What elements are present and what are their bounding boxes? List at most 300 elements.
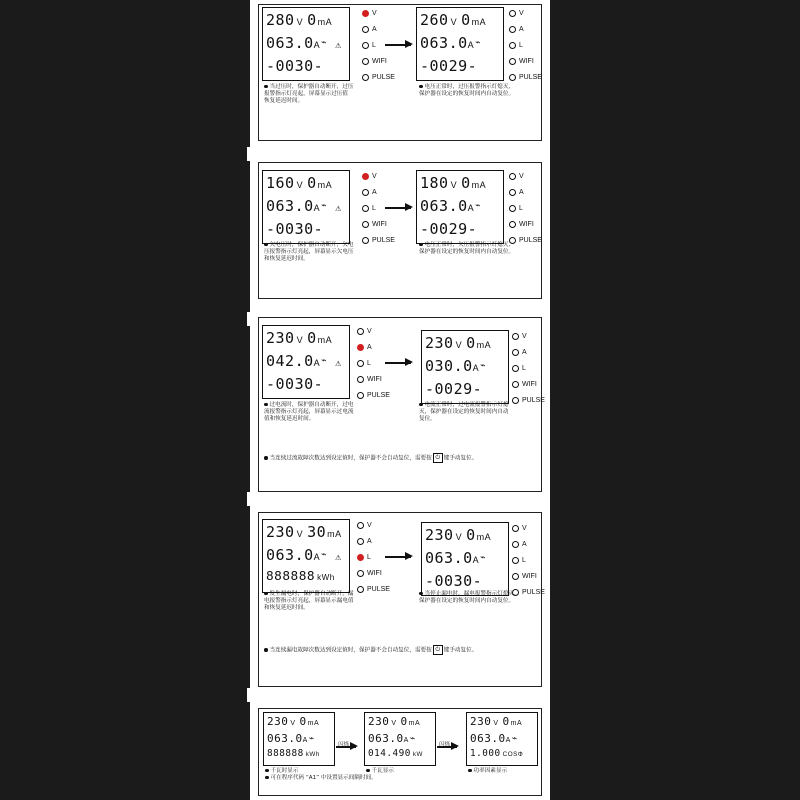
lcd-current-line — [425, 549, 486, 567]
leakage-unit: mA — [471, 179, 487, 190]
bullet-icon — [419, 592, 423, 596]
indicator-wifi — [362, 58, 387, 65]
indicator-wifi-icon — [362, 221, 369, 228]
indicator-label: A — [367, 538, 372, 545]
lcd-screen — [416, 170, 504, 244]
indicator-l — [362, 42, 376, 49]
arrow-icon — [385, 362, 411, 364]
blink-label: 闪烁 — [338, 742, 350, 748]
lcd-third-line — [267, 748, 320, 759]
indicator-a — [512, 541, 527, 548]
current-unit: A — [403, 736, 409, 744]
indicator-wifi — [509, 58, 534, 65]
indicator-pulse — [362, 74, 395, 81]
bottom-note — [468, 768, 558, 775]
indicator-label: V — [522, 333, 527, 340]
bullet-icon — [264, 456, 268, 460]
indicator-label: L — [372, 205, 376, 212]
lcd-screen — [421, 522, 509, 596]
plug-icon: ⌁ — [321, 356, 328, 367]
leakage-unit: mA — [510, 720, 523, 728]
note-line: 保护器在设定的恢复时间内自动复位。 — [419, 249, 515, 255]
voltage-value: 230 — [368, 715, 390, 729]
indicator-label: A — [367, 344, 372, 351]
indicator-label: WIFI — [519, 221, 534, 228]
lcd-voltage-line — [266, 329, 332, 347]
indicator-v — [357, 522, 372, 529]
indicator-v — [357, 328, 372, 335]
lcd-third-value: 1.000 — [470, 748, 501, 760]
indicator-a — [512, 349, 527, 356]
indicator-wifi-icon — [509, 58, 516, 65]
note-line: 千瓦显示 — [366, 768, 456, 775]
lcd-third-unit: kWh — [305, 751, 320, 759]
indicator-wifi — [357, 570, 382, 577]
indicator-a — [509, 189, 524, 196]
note-line: 和恢复延迟时间。 — [264, 256, 309, 262]
bullet-icon — [265, 769, 269, 773]
indicator-l — [362, 205, 376, 212]
voltage-value: 160 — [266, 173, 295, 192]
indicator-label: V — [367, 328, 372, 335]
indicator-label: L — [372, 42, 376, 49]
note-line: 恢复延迟时间。 — [264, 98, 304, 104]
indicator-l-icon — [357, 554, 364, 561]
lcd-screen — [262, 170, 350, 244]
note-line: 和恢复延迟时间。 — [264, 605, 309, 611]
voltage-value: 280 — [266, 10, 295, 29]
bullet-icon — [419, 403, 423, 407]
lcd-current-line — [266, 352, 342, 370]
current-unit: A — [313, 357, 321, 368]
indicator-wifi — [362, 221, 387, 228]
current-value: 063.0 — [267, 731, 303, 745]
current-unit: A — [313, 39, 321, 50]
lcd-current-line — [266, 34, 342, 52]
bullet-icon — [419, 85, 423, 89]
lcd-voltage-line — [266, 174, 332, 192]
lcd-third-value: -0030- — [266, 56, 324, 75]
indicator-wifi-icon — [357, 376, 364, 383]
current-unit: A — [302, 736, 308, 744]
lcd-screen — [364, 712, 436, 766]
bullet-icon — [264, 592, 268, 596]
indicator-l-icon — [362, 205, 369, 212]
current-value: 063.0 — [266, 196, 314, 215]
lcd-third-line — [420, 220, 477, 238]
arrow-icon — [385, 556, 411, 558]
current-unit: A — [467, 39, 475, 50]
indicator-a-icon — [357, 344, 364, 351]
leakage-unit: mA — [327, 528, 342, 539]
note-line: 电压正常时，过压报警指示灯熄灭, — [419, 84, 539, 91]
indicator-l-icon — [512, 557, 519, 564]
indicator-v — [509, 173, 524, 180]
indicator-wifi-icon — [512, 573, 519, 580]
indicator-label: V — [519, 173, 524, 180]
page-tab — [247, 492, 253, 506]
lcd-current-line — [368, 732, 416, 745]
indicator-v — [362, 10, 377, 17]
lcd-third-line — [266, 375, 323, 393]
current-value: 063.0 — [420, 196, 468, 215]
leakage-value: 0 — [466, 525, 476, 544]
indicator-label: PULSE — [522, 589, 545, 596]
plug-icon: ⌁ — [321, 201, 328, 212]
leakage-unit: mA — [476, 339, 492, 350]
current-unit: A — [472, 554, 480, 565]
lcd-third-value: 014.490 — [368, 748, 411, 760]
bullet-icon — [264, 243, 268, 247]
indicator-a — [357, 538, 372, 545]
note-text — [419, 402, 539, 423]
plug-icon: ⌁ — [480, 361, 487, 372]
bullet-icon — [265, 776, 269, 780]
current-value: 063.0 — [266, 545, 314, 564]
indicator-label: PULSE — [372, 237, 395, 244]
lcd-current-line — [266, 546, 342, 564]
indicator-label: L — [522, 365, 526, 372]
indicator-label: L — [522, 557, 526, 564]
indicator-l-icon — [357, 360, 364, 367]
warning-icon: ⚠ — [335, 357, 342, 369]
indicator-a-icon — [362, 189, 369, 196]
lcd-screen — [416, 7, 504, 81]
lcd-third-line — [266, 220, 323, 238]
current-value: 030.0 — [425, 356, 473, 375]
indicator-label: L — [367, 360, 371, 367]
voltage-unit: V — [296, 334, 304, 345]
lcd-screen — [262, 519, 350, 593]
indicator-a — [509, 26, 524, 33]
indicator-l — [512, 557, 526, 564]
voltage-unit: V — [455, 531, 463, 542]
note-line: 复位。 — [419, 416, 436, 422]
lcd-screen — [421, 330, 509, 404]
indicator-label: WIFI — [519, 58, 534, 65]
leakage-value: 0 — [299, 715, 307, 729]
note-line: 电压正常时，欠压报警指示灯熄灭, — [419, 242, 539, 249]
lcd-screen — [262, 7, 350, 81]
indicator-v — [512, 333, 527, 340]
current-value: 042.0 — [266, 351, 314, 370]
indicator-a-icon — [509, 189, 516, 196]
voltage-unit: V — [290, 720, 296, 728]
current-unit: A — [313, 551, 321, 562]
indicator-l — [509, 42, 523, 49]
indicator-label: L — [519, 42, 523, 49]
current-value: 063.0 — [420, 33, 468, 52]
indicator-label: A — [519, 26, 524, 33]
indicator-l — [509, 205, 523, 212]
indicator-a — [357, 344, 372, 351]
lcd-voltage-line — [470, 715, 522, 728]
indicator-v — [509, 10, 524, 17]
note-line: 灭，保护器在设定的恢复时间内自动 — [419, 409, 509, 415]
indicator-label: V — [522, 525, 527, 532]
indicator-a-icon — [362, 26, 369, 33]
voltage-value: 230 — [266, 522, 295, 541]
indicator-v-icon — [362, 173, 369, 180]
current-value: 063.0 — [425, 548, 473, 567]
indicator-a-icon — [512, 541, 519, 548]
warning-icon: ⚠ — [335, 39, 342, 51]
lcd-third-value: 888888 — [266, 568, 316, 584]
indicator-a-icon — [512, 349, 519, 356]
voltage-value: 230 — [425, 525, 454, 544]
plug-icon: ⌁ — [321, 38, 328, 49]
indicator-label: A — [519, 189, 524, 196]
lcd-screen — [466, 712, 538, 766]
indicator-label: A — [522, 349, 527, 356]
lcd-current-line — [266, 197, 342, 215]
page-tab — [247, 688, 253, 702]
bullet-icon — [366, 769, 370, 773]
indicator-label: PULSE — [519, 74, 542, 81]
note-line: 当停止漏电时，漏电报警指示灯熄灭, — [419, 591, 539, 598]
lcd-voltage-line — [266, 523, 342, 541]
indicator-label: PULSE — [522, 397, 545, 404]
leakage-value: 0 — [307, 328, 317, 347]
power-button-icon: ⏻ — [433, 645, 443, 655]
note-text — [264, 402, 404, 423]
bullet-icon — [264, 85, 268, 89]
lcd-third-value: -0029- — [425, 379, 483, 398]
note-line: 值和恢复延迟时间。 — [264, 416, 315, 422]
note-line: 压报警指示灯亮起，屏幕显示欠电压 — [264, 249, 354, 255]
voltage-unit: V — [296, 16, 304, 27]
lcd-voltage-line — [368, 715, 420, 728]
indicator-wifi-icon — [362, 58, 369, 65]
current-value: 063.0 — [266, 33, 314, 52]
leakage-unit: mA — [408, 720, 421, 728]
blink-label: 闪烁 — [439, 742, 451, 748]
leakage-value: 0 — [461, 10, 471, 29]
power-button-icon: ⏻ — [433, 453, 443, 463]
indicator-l-icon — [362, 42, 369, 49]
lcd-screen — [262, 325, 350, 399]
footer-note: 当连续过流故障次数达到设定值时，保护器不会自动复位，需要按 ⏻ 键手动复位。 — [264, 453, 534, 463]
leakage-unit: mA — [471, 16, 487, 27]
indicator-wifi — [512, 573, 537, 580]
leakage-value: 0 — [307, 173, 317, 192]
lcd-third-value: -0030- — [266, 374, 324, 393]
note-line: 过电流时，保护器自动断开，过电 — [264, 402, 404, 409]
leakage-value: 0 — [400, 715, 408, 729]
indicator-l — [357, 554, 371, 561]
lcd-current-line — [420, 34, 481, 52]
plug-icon: ⌁ — [409, 733, 416, 744]
indicator-v-icon — [509, 173, 516, 180]
current-value: 063.0 — [470, 731, 506, 745]
lcd-third-line — [368, 748, 423, 759]
current-unit: A — [472, 362, 480, 373]
leakage-value: 0 — [307, 10, 317, 29]
lcd-third-line — [266, 569, 335, 584]
lcd-current-line — [425, 357, 486, 375]
leakage-value: 30 — [307, 522, 327, 541]
lcd-current-line — [420, 197, 481, 215]
bottom-note — [366, 768, 456, 775]
warning-icon: ⚠ — [335, 551, 342, 563]
lcd-third-value: -0030- — [425, 571, 483, 590]
page-tab — [247, 147, 253, 161]
lcd-voltage-line — [425, 334, 491, 352]
note-text — [419, 591, 539, 605]
warning-icon: ⚠ — [335, 202, 342, 214]
indicator-label: WIFI — [372, 221, 387, 228]
voltage-unit: V — [450, 16, 458, 27]
note-line: 千瓦时显示 — [265, 768, 425, 775]
indicator-label: V — [367, 522, 372, 529]
current-unit: A — [505, 736, 511, 744]
indicator-label: V — [372, 173, 377, 180]
voltage-value: 180 — [420, 173, 449, 192]
indicator-v-icon — [512, 333, 519, 340]
indicator-label: A — [522, 541, 527, 548]
note-text — [264, 591, 404, 612]
lcd-third-value: 888888 — [267, 748, 304, 760]
leakage-unit: mA — [476, 531, 492, 542]
current-unit: A — [467, 202, 475, 213]
indicator-v — [362, 173, 377, 180]
footer-note: 当连续漏电故障次数达到设定值时，保护器不会自动复位，需要按 ⏻ 键手动复位。 — [264, 645, 534, 655]
indicator-wifi — [509, 221, 534, 228]
lcd-third-line — [425, 380, 482, 398]
lcd-voltage-line — [420, 11, 486, 29]
indicator-a — [362, 189, 377, 196]
indicator-wifi-icon — [357, 570, 364, 577]
lcd-third-value: -0029- — [420, 219, 478, 238]
indicator-l-icon — [509, 205, 516, 212]
note-line: 报警指示灯亮起，屏幕显示过压值 — [264, 91, 348, 97]
indicator-v-icon — [357, 522, 364, 529]
note-line: 流报警指示灯亮起，屏幕显示过电流 — [264, 409, 354, 415]
voltage-unit: V — [493, 720, 499, 728]
indicator-v-icon — [512, 525, 519, 532]
note-line: 功率因素显示 — [468, 768, 558, 775]
indicator-a-icon — [357, 538, 364, 545]
indicator-label: WIFI — [367, 376, 382, 383]
voltage-unit: V — [455, 339, 463, 350]
voltage-unit: V — [450, 179, 458, 190]
lcd-voltage-line — [420, 174, 486, 192]
lcd-screen — [263, 712, 335, 766]
indicator-label: A — [372, 189, 377, 196]
note-line: 可在程序代码 “A1” 中设置显示间隔时间。 — [265, 775, 425, 782]
indicator-label: V — [519, 10, 524, 17]
voltage-value: 230 — [266, 328, 295, 347]
voltage-value: 230 — [267, 715, 289, 729]
note-line: 当过压时，保护器自动断开，过压 — [264, 84, 404, 91]
lcd-current-line — [470, 732, 518, 745]
voltage-value: 230 — [470, 715, 492, 729]
note-text — [419, 242, 539, 256]
indicator-label: WIFI — [522, 381, 537, 388]
indicator-label: WIFI — [372, 58, 387, 65]
note-line: 保护器在设定的恢复时间内自动复位。 — [419, 91, 515, 97]
leakage-unit: mA — [317, 16, 333, 27]
bullet-icon — [264, 403, 268, 407]
indicator-label: L — [367, 554, 371, 561]
indicator-a-icon — [509, 26, 516, 33]
plug-icon: ⌁ — [308, 733, 315, 744]
voltage-unit: V — [296, 179, 304, 190]
indicator-label: V — [372, 10, 377, 17]
lcd-voltage-line — [266, 11, 332, 29]
leakage-value: 0 — [466, 333, 476, 352]
indicator-label: PULSE — [372, 74, 395, 81]
indicator-l-icon — [512, 365, 519, 372]
lcd-voltage-line — [267, 715, 319, 728]
indicator-pulse-icon — [362, 74, 369, 81]
voltage-value: 230 — [425, 333, 454, 352]
indicator-label: PULSE — [367, 586, 390, 593]
indicator-pulse-icon — [357, 392, 364, 399]
voltage-unit: V — [296, 528, 304, 539]
note-line: 电报警指示灯亮起，屏幕显示漏电值 — [264, 598, 354, 604]
plug-icon: ⌁ — [475, 201, 482, 212]
lcd-third-unit: kWh — [317, 572, 335, 582]
lcd-voltage-line — [425, 526, 491, 544]
indicator-wifi-icon — [512, 381, 519, 388]
bullet-icon — [264, 648, 268, 652]
note-line: 电流正常时，过电流报警指示灯熄 — [419, 402, 539, 409]
indicator-v-icon — [509, 10, 516, 17]
indicator-a — [362, 26, 377, 33]
indicator-l-icon — [509, 42, 516, 49]
note-text — [419, 84, 539, 98]
lcd-third-unit: kW — [412, 751, 423, 759]
current-value: 063.0 — [368, 731, 404, 745]
indicator-label: WIFI — [367, 570, 382, 577]
indicator-wifi — [512, 381, 537, 388]
indicator-label: L — [519, 205, 523, 212]
indicator-v — [512, 525, 527, 532]
plug-icon: ⌁ — [511, 733, 518, 744]
voltage-unit: V — [391, 720, 397, 728]
lcd-third-line — [266, 57, 323, 75]
plug-icon: ⌁ — [321, 550, 328, 561]
arrow-icon — [385, 207, 411, 209]
plug-icon: ⌁ — [475, 38, 482, 49]
leakage-value: 0 — [461, 173, 471, 192]
note-line: 发生漏电时，保护器自动断开，漏 — [264, 591, 404, 598]
lcd-third-unit: COSΦ — [502, 751, 524, 759]
indicator-pulse-icon — [509, 74, 516, 81]
current-unit: A — [313, 202, 321, 213]
indicator-wifi — [357, 376, 382, 383]
lcd-current-line — [267, 732, 315, 745]
indicator-pulse — [509, 74, 542, 81]
leakage-unit: mA — [307, 720, 320, 728]
indicator-l — [357, 360, 371, 367]
note-text — [264, 242, 404, 263]
indicator-v-icon — [362, 10, 369, 17]
leakage-value: 0 — [502, 715, 510, 729]
indicator-label: PULSE — [519, 237, 542, 244]
leakage-unit: mA — [317, 179, 333, 190]
indicator-v-icon — [357, 328, 364, 335]
indicator-wifi-icon — [509, 221, 516, 228]
indicator-l — [512, 365, 526, 372]
bullet-icon — [468, 769, 472, 773]
bullet-icon — [419, 243, 423, 247]
indicator-label: PULSE — [367, 392, 390, 399]
indicator-label: WIFI — [522, 573, 537, 580]
lcd-third-value: -0029- — [420, 56, 478, 75]
note-text — [264, 84, 404, 105]
